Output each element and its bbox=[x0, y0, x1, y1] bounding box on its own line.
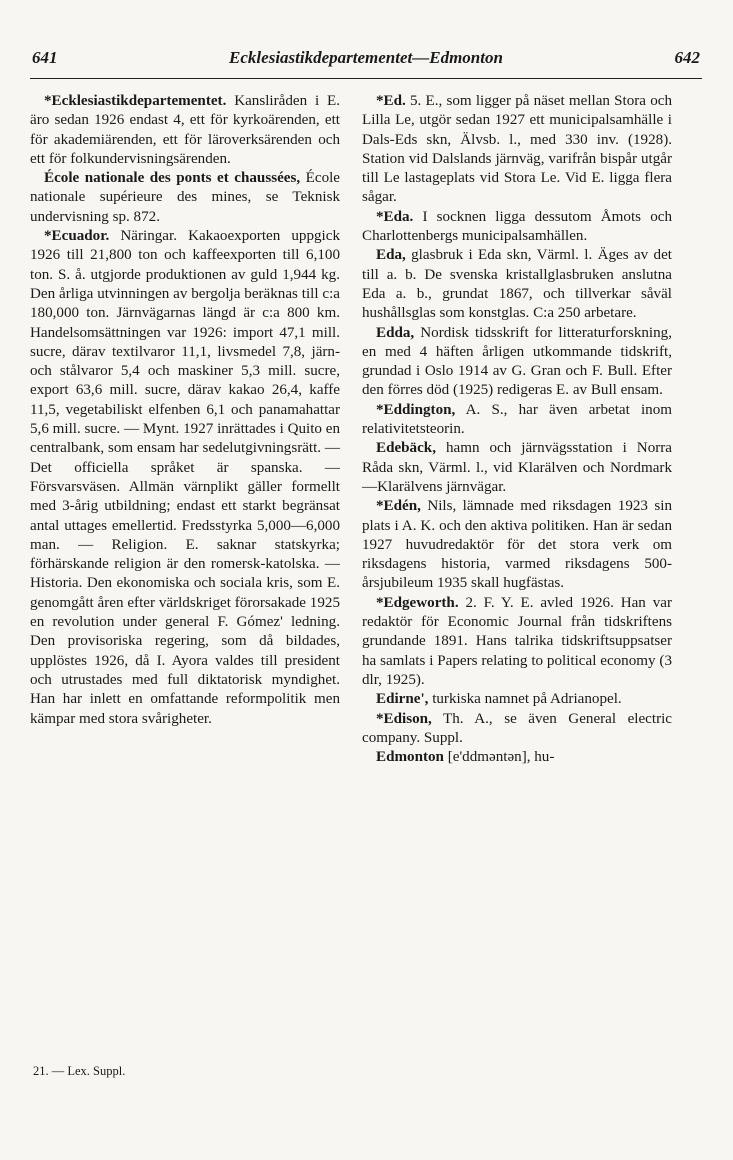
entry-head: *Ecklesiastikdepartementet. bbox=[44, 93, 227, 109]
entry-eden bbox=[362, 497, 672, 593]
running-header bbox=[30, 46, 702, 74]
running-title: Ecklesiastikdepartementet—Edmonton bbox=[229, 48, 503, 67]
entry-text: [e'ddməntən], hu- bbox=[443, 749, 555, 766]
entry-ed bbox=[362, 92, 672, 208]
page-number-right: 642 bbox=[674, 48, 700, 67]
entry-eddington bbox=[362, 401, 672, 440]
entry-head: Eda, bbox=[376, 247, 406, 264]
entry-head: *Edén, bbox=[376, 498, 421, 515]
header-rule bbox=[30, 78, 702, 79]
entry-text: A. S., har även arbetat inom relativitetsteorin. bbox=[362, 401, 672, 438]
entry-head: *Edgeworth. bbox=[376, 594, 459, 611]
entry-head: Edirne', bbox=[376, 691, 429, 708]
entry-edeback bbox=[362, 439, 672, 497]
entry-text: 2. F. Y. E. avled 1926. Han var redaktör för Economic Journal från tidskriftens grundande 1891. Hans talrika tidskriftsuppsatser ha samlats i Papers relating to political economy (3 dlr, 1925). bbox=[362, 594, 672, 688]
entry-text: Th. A., se även General electric company. Suppl. bbox=[362, 710, 672, 746]
page-footer: 21. — Lex. Suppl. bbox=[33, 1064, 126, 1078]
entry-head: *Eddington, bbox=[376, 401, 456, 418]
page-number-left: 641 bbox=[32, 48, 58, 67]
entry-head: *Edison, bbox=[376, 710, 432, 727]
entry-edison bbox=[362, 710, 672, 749]
entry-head: Edda, bbox=[376, 324, 415, 341]
entry-head: Edmonton bbox=[376, 749, 444, 766]
entry-head: *Eda. bbox=[376, 208, 414, 225]
entry-text: Kansliråden i E. äro sedan 1926 endast 4, ett för kyrkoärenden, ett för akademiärenden, ett för läroverksärenden och ett för folkundervisningsärenden. bbox=[30, 93, 340, 167]
entry-eda-glasbruk bbox=[362, 246, 672, 323]
entry-edirne bbox=[362, 690, 672, 709]
entry-ecklesiastikdepartementet bbox=[30, 92, 340, 169]
entry-text: Nordisk tidsskrift for litteraturforskning, en med 4 häften årligen utkommande tidskrift, grundad i Oslo 1914 av G. Gran och F. Bull. Efter den förres död (1925) redigeras E. av Bull ensam. bbox=[362, 324, 672, 399]
entry-head: Edebäck, bbox=[376, 440, 436, 457]
entry-eda-socken bbox=[362, 208, 672, 247]
left-column bbox=[30, 92, 340, 729]
entry-edmonton bbox=[362, 748, 672, 767]
entry-head: École nationale des ponts et chaussées, bbox=[44, 170, 301, 187]
entry-head: *Ecuador. bbox=[44, 228, 110, 245]
entry-head: *Ed. bbox=[376, 93, 406, 109]
entry-text: 5. E., som ligger på näset mellan Stora och Lilla Le, utgör sedan 1927 ett municipalsamhälle i Dals-Eds skn, Älvsb. l., med 330 inv. (1928). Station vid Dalslands järnväg, varifrån bispår utgår till Le lastageplats vid Stora Le. Vid E. ligga flera sågar. bbox=[362, 93, 672, 206]
entry-edda bbox=[362, 324, 672, 401]
entry-text: Näringar. Kakaoexporten uppgick 1926 till 21,800 ton och kaffeexporten till 6,100 ton. S. å. utgjorde produktionen av guld 1,944 kg. Den årliga utvinningen av bergolja beräknas till c:a 180,000 ton. Järnvägarnas längd är c:a 800 km. Handelsomsättningen var 1926: import 47,1 mill. sucre, därav textilvaror 11,1, livsmedel 7,8, järn- och stålvaror 5,4 och maskiner 5,3 mill. sucre, export 63,6 mill. sucre, därav kakao 26,4, kaffe 11,5, vegetabiliskt elfenben 6,1 och panamahattar 5,6 mill. sucre. — Mynt. 1927 inrättades i Quito en centralbank, som ensam har sedelutgivningsrätt. — Det officiella språket är spanska. — Försvarsväsen. Allmän värnplikt gäller formellt med 3-årig utbildning; endast ett starkt begränsat antal uttages emellertid. Fredsstyrka 5,000—6,000 man. — Religion. E. saknar statskyrka; förhärskande religion är den romersk-katolska. — Historia. Den ekonomiska och sociala kris, som E. genomgått åren efter världskriget förorsakade 1925 en revolution under general F. Gómez' ledning. Den provisoriska regering, som då bildades, upplöstes 1926, då I. Ayora valdes till president och utrustades med full diktatorisk myndighet. Han har inlett en omfattande reformpolitik men kämpar med stora svårigheter. bbox=[30, 228, 340, 727]
entry-edgeworth bbox=[362, 594, 672, 690]
entry-text: École nationale supérieure des mines, se Teknisk undervisning sp. 872. bbox=[30, 170, 341, 225]
entry-text: turkiska namnet på Adrianopel. bbox=[428, 691, 622, 708]
entry-ecole-nationale bbox=[30, 169, 340, 227]
entry-text: glasbruk i Eda skn, Värml. l. Äges av det till a. b. De svenska kristallglasbruken anslutna Eda a. b., grundat 1867, och tillverkar såväl hushållsglas som konstglas. C:a 250 arbetare. bbox=[362, 247, 672, 322]
entry-text: I socknen ligga dessutom Åmots och Charlottenbergs municipalsamhällen. bbox=[362, 208, 672, 245]
entry-ecuador bbox=[30, 227, 340, 729]
entry-text: hamn och järnvägsstation i Norra Råda skn, Värml. l., vid Klarälven och Nordmark —Klarälvens järnvägar. bbox=[362, 440, 672, 495]
right-column bbox=[362, 92, 672, 767]
entry-text: Nils, lämnade med riksdagen 1923 sin plats i A. K. och den aktiva politiken. Han är sedan 1927 huvudredaktör för det stora verk om riksdagens historia, varmed riksdagens 500-årsjubileum 1935 skall hugfästas. bbox=[362, 498, 672, 592]
